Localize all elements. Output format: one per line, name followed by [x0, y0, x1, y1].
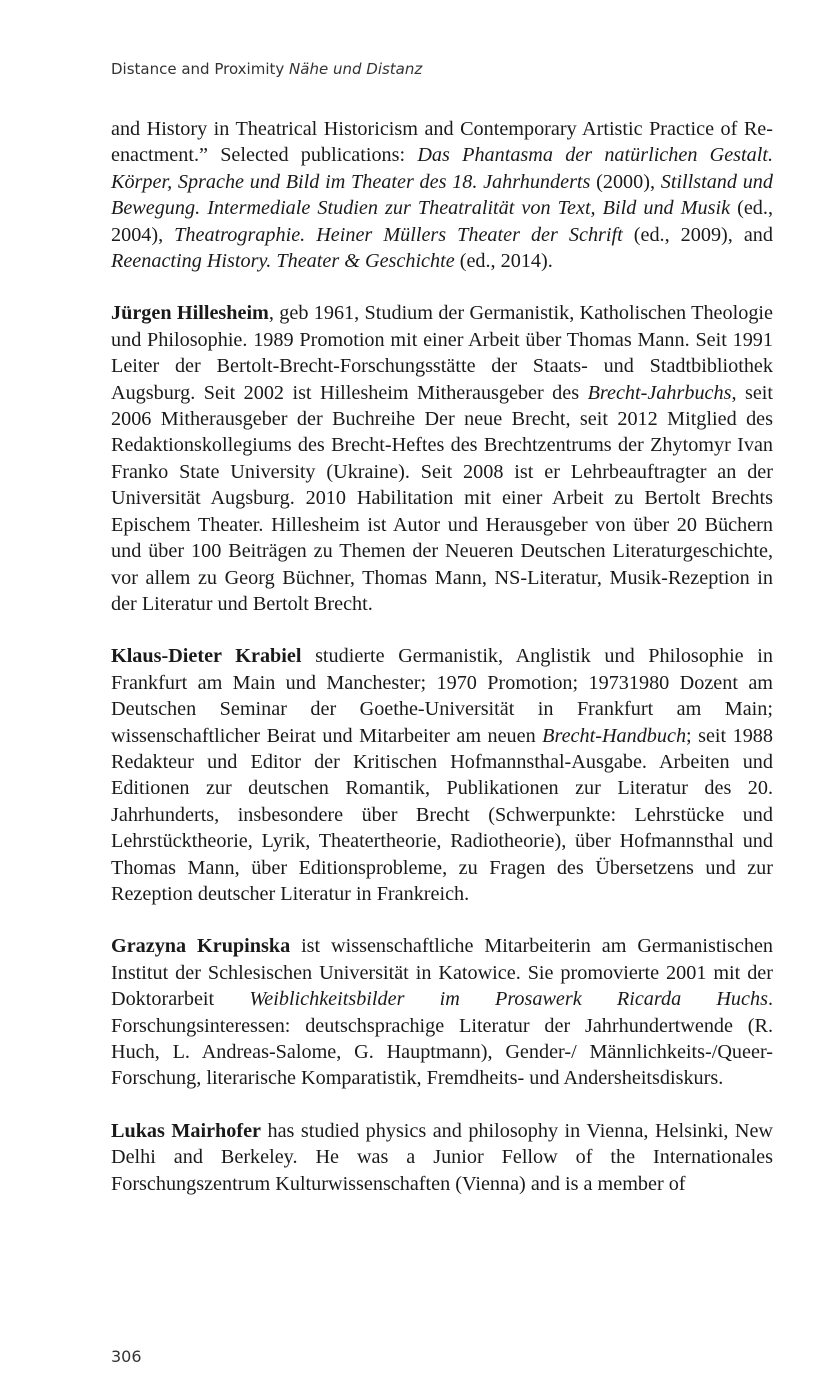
- page-number: 306: [111, 1347, 142, 1366]
- running-header-english: Distance and Proximity: [111, 60, 285, 78]
- running-header-german: Nähe und Distanz: [289, 60, 423, 78]
- publication-title: Brecht-Handbuch: [542, 724, 687, 747]
- text-run: (2000),: [590, 170, 661, 193]
- text-run: , geb 1961, Studium der Germanistik, Katholischen Theologie und Philosophie. 1989 Promotion mit einer Arbeit über Thomas Mann. Seit 1991 Leiter der Bertolt-Brecht-Forschungsstätte der Staats- und Stadtbibliothek Augsburg. Seit 2002 ist Hillesheim Mitherausgeber des: [111, 302, 773, 404]
- contributor-name: Klaus-Dieter Krabiel: [111, 645, 302, 668]
- publication-title: Theatrographie. Heiner Müllers Theater der Schrift: [174, 223, 623, 246]
- paragraph: [111, 116, 773, 274]
- text-run: , seit 2006 Mitherausgeber der Buchreihe Der neue Brecht, seit 2012 Mitglied des Redaktionskollegiums des Brecht-Heftes des Brechtzentrums der Zhytomyr Ivan Franko State University (Ukraine). Seit 2008 ist er Lehrbeauftragter an der Universität Augsburg. 2010 Habilitation mit einer Arbeit zu Bertolt Brechts Epischem Theater. Hillesheim ist Autor und Herausgeber von über 20 Büchern und über 100 Beiträgen zu Themen der Neueren Deutschen Literaturgeschichte, vor allem zu Georg Büchner, Thomas Mann, NS-Literatur, Musik-Rezeption in der Literatur und Bertolt Brecht.: [111, 381, 773, 615]
- paragraph: [111, 300, 773, 617]
- paragraph: [111, 1118, 773, 1197]
- text-run: ; seit 1988 Redakteur und Editor der Kritischen Hofmannsthal-Ausgabe. Arbeiten und Editionen zur deutschen Romantik, Publikationen zur Literatur des 20. Jahrhunderts, insbesondere über Brecht (Schwerpunkte: Lehrstücke und Lehrstücktheorie, Lyrik, Theatertheorie, Radiotheorie), über Hofmannsthal und Thomas Mann, über Editionsprobleme, zu Fragen des Übersetzens und zur Rezeption deutscher Literatur in Frankreich.: [111, 724, 773, 905]
- text-run: ist wissenschaftliche Mitarbeiterin am Germanistischen Institut der Schlesischen Universität in Katowice. Sie promovierte 2001 mit der Doktorarbeit: [111, 935, 773, 1011]
- text-run: (ed., 2014).: [454, 250, 553, 273]
- text-run: (ed., 2009), and: [622, 223, 773, 246]
- paragraph: [111, 933, 773, 1091]
- page-body: [111, 116, 773, 1197]
- text-run: and History in Theatrical Historicism and Contemporary Artistic Practice of Re-enactment.” Selected publications:: [111, 118, 773, 167]
- publication-title: Das Phantasma der natürlichen Gestalt. Körper, Sprache und Bild im Theater des 18. Jahrhunderts: [111, 144, 774, 193]
- publication-title: Stillstand und Bewegung. Intermediale Studien zur Theatralität von Text, Bild und Musik: [111, 170, 773, 220]
- text-run: has studied physics and philosophy in Vienna, Helsinki, New Delhi and Berkeley. He was a Junior Fellow of the Internationales Forschungszentrum Kulturwissenschaften (Vienna) and is a member of: [111, 1119, 773, 1195]
- text-run: . Forschungsinteressen: deutschsprachige Literatur der Jahrhundertwende (R. Huch, L. Andreas-Salome, G. Hauptmann), Gender-/ Männlichkeits-/Queer-Forschung, literarische Komparatistik, Fremdheits- und Andersheitsdiskurs.: [111, 988, 773, 1090]
- running-header: [111, 60, 422, 78]
- publication-title: Reenacting History. Theater & Geschichte: [111, 250, 455, 273]
- contributor-name: Jürgen Hillesheim: [111, 302, 269, 325]
- paragraph: [111, 643, 773, 907]
- contributor-name: Lukas Mairhofer: [111, 1119, 262, 1142]
- publication-title: Brecht-Jahrbuchs: [587, 381, 732, 404]
- text-run: studierte Germanistik, Anglistik und Philosophie in Frankfurt am Main und Manchester; 1970 Promotion; 19731980 Dozent am Deutschen Seminar der Goethe-Universität in Frankfurt am Main; wissenschaftlicher Beirat und Mitarbeiter am neuen: [111, 645, 773, 747]
- publication-title: Weiblichkeitsbilder im Prosawerk Ricarda Huchs: [249, 988, 768, 1011]
- contributor-name: Grazyna Krupinska: [111, 935, 291, 958]
- text-run: (ed., 2004),: [111, 197, 773, 246]
